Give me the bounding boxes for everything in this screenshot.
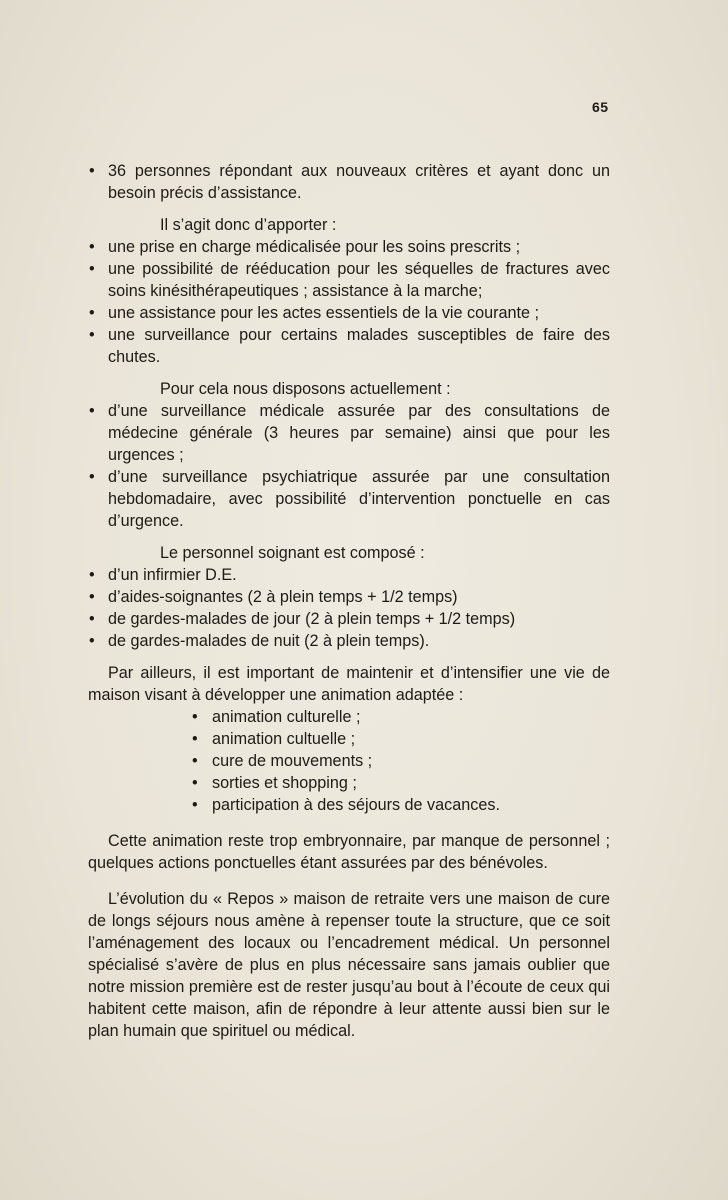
section-intro: Le personnel soignant est composé : — [160, 544, 425, 562]
list-item: • une surveillance pour certains malades susceptibles de faire des chutes. — [89, 326, 610, 366]
list-item: • animation cultuelle ; — [192, 730, 356, 748]
bullet-icon: • — [89, 304, 95, 322]
bullet-icon: • — [89, 260, 95, 278]
bullet-icon: • — [89, 566, 95, 584]
list-item: • une assistance pour les actes essentiels de la vie courante ; — [89, 304, 540, 322]
bullet-icon: • — [192, 730, 198, 748]
section-intro: Pour cela nous disposons actuellement : — [160, 380, 451, 398]
bullet-icon: • — [192, 774, 198, 792]
bullet-icon: • — [89, 326, 95, 344]
bullet-icon: • — [192, 752, 198, 770]
list-item: • de gardes-malades de jour (2 à plein temps + 1/2 temps) — [89, 610, 516, 628]
bullet-icon: • — [89, 162, 95, 180]
paragraph: Cette animation reste trop embryonnaire, par manque de personnel ; quelques actions ponctuelles étant assurées par des bénévoles. — [88, 832, 610, 872]
paragraph: L’évolution du « Repos » maison de retraite vers une maison de cure de longs séjours nous amène à repenser toute la structure, que ce soit l’aménagement des locaux ou l’encadrement médical. Un personnel spécialisé s’avère de plus en plus nécessaire sans jamais oublier que notre mission première est de rester jusqu’au bout à l’écoute de ceux qui habitent cette maison, afin de répondre à leur attente aussi bien sur le plan humain que spirituel ou médical. — [88, 890, 610, 1040]
bullet-icon: • — [89, 402, 95, 420]
list-item: • cure de mouvements ; — [192, 752, 373, 770]
bullet-icon: • — [192, 708, 198, 726]
list-item: • une possibilité de rééducation pour les séquelles de fractures avec soins kinésithérapeutiques ; assistance à la marche; — [89, 260, 610, 300]
list-item: • d’une surveillance médicale assurée par des consultations de médecine générale (3 heures par semaine) ainsi que pour les urgences ; — [89, 402, 610, 464]
list-item: • une prise en charge médicalisée pour les soins prescrits ; — [89, 238, 521, 256]
bullet-icon: • — [89, 468, 95, 486]
list-item: • animation culturelle ; — [192, 708, 361, 726]
list-item: • 36 personnes répondant aux nouveaux critères et ayant donc un besoin précis d’assistance. — [89, 162, 610, 202]
paragraph: Par ailleurs, il est important de maintenir et d’intensifier une vie de maison visant à développer une animation adaptée : — [88, 664, 610, 704]
list-item: • d’une surveillance psychiatrique assurée par une consultation hebdomadaire, avec possibilité d’intervention ponctuelle en cas d’urgence. — [89, 468, 610, 530]
page-body — [88, 160, 610, 1042]
list-item: • d’aides-soignantes (2 à plein temps + 1/2 temps) — [89, 588, 458, 606]
bullet-icon: • — [89, 610, 95, 628]
list-item: • d’un infirmier D.E. — [89, 566, 237, 584]
section-intro: Il s’agit donc d’apporter : — [160, 216, 337, 234]
list-item: • participation à des séjours de vacances. — [192, 796, 500, 814]
list-item: • sorties et shopping ; — [192, 774, 357, 792]
bullet-icon: • — [192, 796, 198, 814]
page-number: 65 — [592, 99, 609, 115]
bullet-icon: • — [89, 588, 95, 606]
bullet-icon: • — [89, 238, 95, 256]
bullet-icon: • — [89, 632, 95, 650]
list-item: • de gardes-malades de nuit (2 à plein temps). — [89, 632, 430, 650]
